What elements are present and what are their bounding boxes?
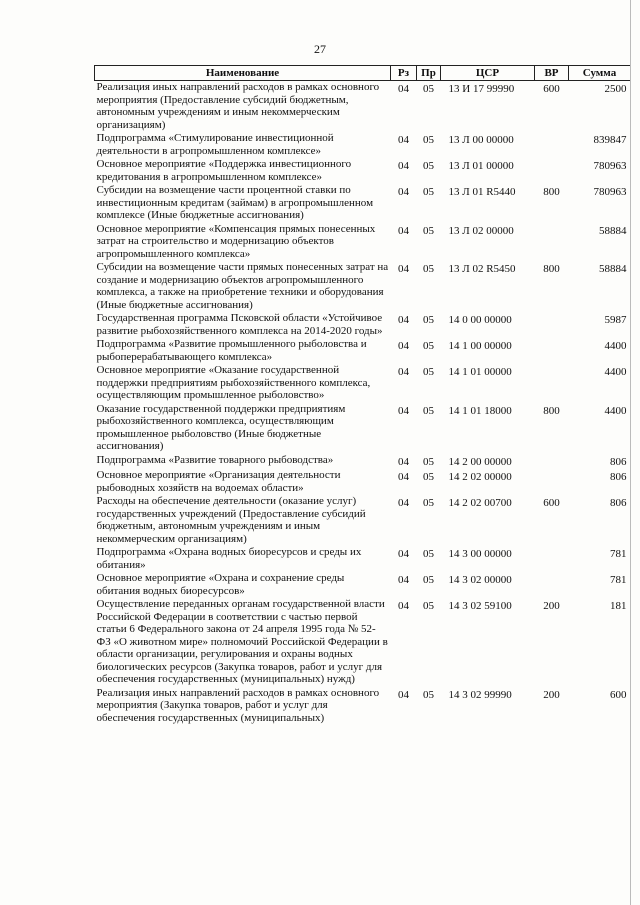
table-row [95, 81, 631, 133]
cell-sum: 4400 [604, 340, 627, 352]
cell-sum: 780963 [593, 186, 627, 198]
cell-vr: 800 [543, 263, 560, 275]
cell-csr: 13 Л 02 00000 [448, 224, 514, 237]
table-row [95, 158, 631, 184]
cell-sum: 58884 [599, 263, 627, 275]
cell-name: Подпрограмма «Развитие промышленного рыболовства и рыбоперерабатывающего комплекса» [96, 338, 367, 363]
table-row [95, 403, 631, 454]
cell-sum: 806 [610, 497, 627, 509]
cell-vr: 200 [543, 600, 560, 612]
cell-name: Осуществление переданных органам государственной власти Российской Федерации в соответствии с частью первой статьи 6 Федерального закона от 24 апреля 1995 года № 52-ФЗ «О животном мире» полномочий Российской Федерации в области организации, регулирования и охраны водных биологических ресурсов (Закупка товаров, работ и услуг для обеспечения государственных (муниципальных) нужд) [96, 598, 388, 685]
cell-rz: 04 [398, 574, 409, 586]
cell-sum: 58884 [599, 224, 627, 237]
header-name: Наименование [95, 66, 391, 81]
cell-rz: 04 [398, 263, 409, 275]
cell-pr: 05 [423, 263, 434, 275]
cell-csr: 14 1 00 00000 [448, 340, 512, 352]
cell-pr: 05 [423, 160, 434, 172]
cell-name: Реализация иных направлений расходов в рамках основного мероприятия (Закупка товаров, работ и услуг для обеспечения государственных (муниципальных) [96, 686, 380, 724]
cell-name: Реализация иных направлений расходов в рамках основного мероприятия (Предоставление субсидий бюджетным, автономным учреждениям и иным некоммерческим организациям) [96, 81, 380, 131]
cell-pr: 05 [423, 340, 434, 352]
cell-vr [535, 312, 569, 338]
cell-vr [535, 158, 569, 184]
cell-name: Субсидии на возмещение части процентной ставки по инвестиционным кредитам (займам) в агропромышленном комплексе (Иные бюджетные ассигнования) [96, 184, 374, 221]
table-row [95, 132, 631, 158]
cell-csr: 14 3 02 99990 [448, 688, 512, 701]
cell-name: Основное мероприятие «Охрана и сохранение среды обитания водных биоресурсов» [96, 572, 345, 597]
cell-pr: 05 [423, 471, 434, 483]
cell-vr: 600 [543, 497, 560, 509]
table-row [95, 687, 631, 726]
cell-sum: 781 [610, 548, 627, 560]
header-csr: ЦСР [441, 66, 535, 81]
cell-pr: 05 [423, 186, 434, 198]
cell-vr [535, 454, 569, 470]
table-row [95, 364, 631, 403]
cell-csr: 13 И 17 99990 [448, 83, 515, 95]
cell-sum: 781 [610, 574, 627, 586]
cell-sum: 2500 [604, 83, 627, 95]
cell-vr [535, 338, 569, 364]
cell-rz: 04 [398, 186, 409, 198]
cell-vr: 800 [543, 186, 560, 198]
cell-pr: 05 [423, 366, 434, 378]
cell-csr: 14 2 00 00000 [448, 455, 512, 468]
cell-sum: 181 [610, 600, 627, 612]
cell-pr: 05 [423, 404, 434, 417]
cell-csr: 13 Л 02 R5450 [448, 263, 516, 275]
cell-pr: 05 [423, 600, 434, 612]
table-row [95, 454, 631, 470]
table-row [95, 338, 631, 364]
cell-name: Основное мероприятие «Поддержка инвестиционного кредитования в агропромышленном комплексе» [96, 158, 352, 183]
cell-sum: 839847 [593, 134, 627, 146]
page-number: 27 [314, 42, 326, 56]
cell-rz: 04 [398, 548, 409, 560]
cell-csr: 14 3 02 59100 [448, 600, 512, 612]
cell-vr [535, 223, 569, 262]
table-header-row [95, 66, 631, 81]
cell-name: Основное мероприятие «Оказание государственной поддержки предприятиям рыбохозяйственного комплекса, осуществляющим промышленное рыболовство» [96, 364, 371, 401]
cell-rz: 04 [398, 134, 409, 146]
cell-vr: 600 [543, 83, 560, 95]
cell-sum: 780963 [593, 160, 627, 172]
cell-pr: 05 [423, 548, 434, 560]
cell-csr: 14 3 00 00000 [448, 548, 512, 560]
table-row [95, 223, 631, 262]
cell-pr: 05 [423, 83, 434, 95]
cell-vr [535, 364, 569, 403]
cell-rz: 04 [398, 600, 409, 612]
cell-csr: 13 Л 01 R5440 [448, 186, 516, 198]
cell-pr: 05 [423, 574, 434, 586]
table-row [95, 572, 631, 598]
budget-table [94, 65, 631, 725]
cell-pr: 05 [423, 134, 434, 146]
table-row [95, 469, 631, 495]
table-row [95, 495, 631, 546]
cell-rz: 04 [398, 366, 409, 378]
cell-sum: 4400 [604, 404, 627, 417]
cell-name: Основное мероприятие «Компенсация прямых понесенных затрат на строительство и модернизацию объектов агропромышленного комплекса» [96, 222, 376, 260]
cell-name: Расходы на обеспечение деятельности (оказание услуг) государственных учреждений (Предоставление субсидий бюджетным, автономным учреждениям и иным некоммерческим организациям) [96, 495, 366, 545]
table-row [95, 184, 631, 223]
cell-rz: 04 [398, 455, 409, 468]
cell-vr: 200 [543, 688, 560, 701]
table-row [95, 546, 631, 572]
cell-csr: 14 2 02 00000 [448, 471, 512, 483]
cell-vr [535, 546, 569, 572]
table-row [95, 261, 631, 312]
cell-vr [535, 132, 569, 158]
cell-vr: 800 [543, 404, 560, 417]
page-edge-line [630, 0, 631, 905]
table-row [95, 598, 631, 687]
cell-sum: 4400 [604, 366, 627, 378]
cell-name: Государственная программа Псковской области «Устойчивое развитие рыбохозяйственного комплекса на 2014-2020 годы» [96, 312, 383, 337]
cell-name: Оказание государственной поддержки предприятиям рыбохозяйственного комплекса, осуществляющим промышленное рыболовство (Иные бюджетные ассигнования) [96, 402, 346, 452]
cell-rz: 04 [398, 160, 409, 172]
cell-csr: 13 Л 00 00000 [448, 134, 514, 146]
cell-name: Основное мероприятие «Организация деятельности рыбоводных хозяйств на водоемах области» [96, 469, 341, 494]
cell-rz: 04 [398, 340, 409, 352]
cell-vr [535, 469, 569, 495]
cell-sum: 600 [610, 688, 627, 701]
cell-csr: 14 2 02 00700 [448, 497, 512, 509]
cell-name: Подпрограмма «Стимулирование инвестиционной деятельности в агропромышленном комплексе» [96, 132, 334, 157]
cell-pr: 05 [423, 688, 434, 701]
cell-pr: 05 [423, 455, 434, 468]
cell-csr: 14 1 01 00000 [448, 366, 512, 378]
cell-sum: 5987 [604, 314, 627, 326]
header-vr: ВР [535, 66, 569, 81]
cell-vr [535, 572, 569, 598]
cell-rz: 04 [398, 688, 409, 701]
cell-csr: 13 Л 01 00000 [448, 160, 514, 172]
table-row [95, 312, 631, 338]
header-sum: Сумма [569, 66, 631, 81]
cell-rz: 04 [398, 497, 409, 509]
cell-csr: 14 1 01 18000 [448, 404, 512, 417]
header-rz: Рз [391, 66, 417, 81]
cell-name: Субсидии на возмещение части прямых понесенных затрат на создание и модернизацию объектов агропромышленного комплекса, а также на приобретение техники и оборудования (Иные бюджетные ассигнования) [96, 261, 389, 311]
cell-sum: 806 [610, 471, 627, 483]
cell-csr: 14 0 00 00000 [448, 314, 512, 326]
header-pr: Пр [417, 66, 441, 81]
cell-rz: 04 [398, 471, 409, 483]
cell-csr: 14 3 02 00000 [448, 574, 512, 586]
cell-rz: 04 [398, 83, 409, 95]
cell-name: Подпрограмма «Охрана водных биоресурсов и среды их обитания» [96, 546, 362, 571]
cell-rz: 04 [398, 314, 409, 326]
cell-pr: 05 [423, 224, 434, 237]
cell-pr: 05 [423, 497, 434, 509]
cell-sum: 806 [610, 455, 627, 468]
cell-pr: 05 [423, 314, 434, 326]
cell-name: Подпрограмма «Развитие товарного рыбоводства» [96, 453, 334, 466]
cell-rz: 04 [398, 224, 409, 237]
cell-rz: 04 [398, 404, 409, 417]
